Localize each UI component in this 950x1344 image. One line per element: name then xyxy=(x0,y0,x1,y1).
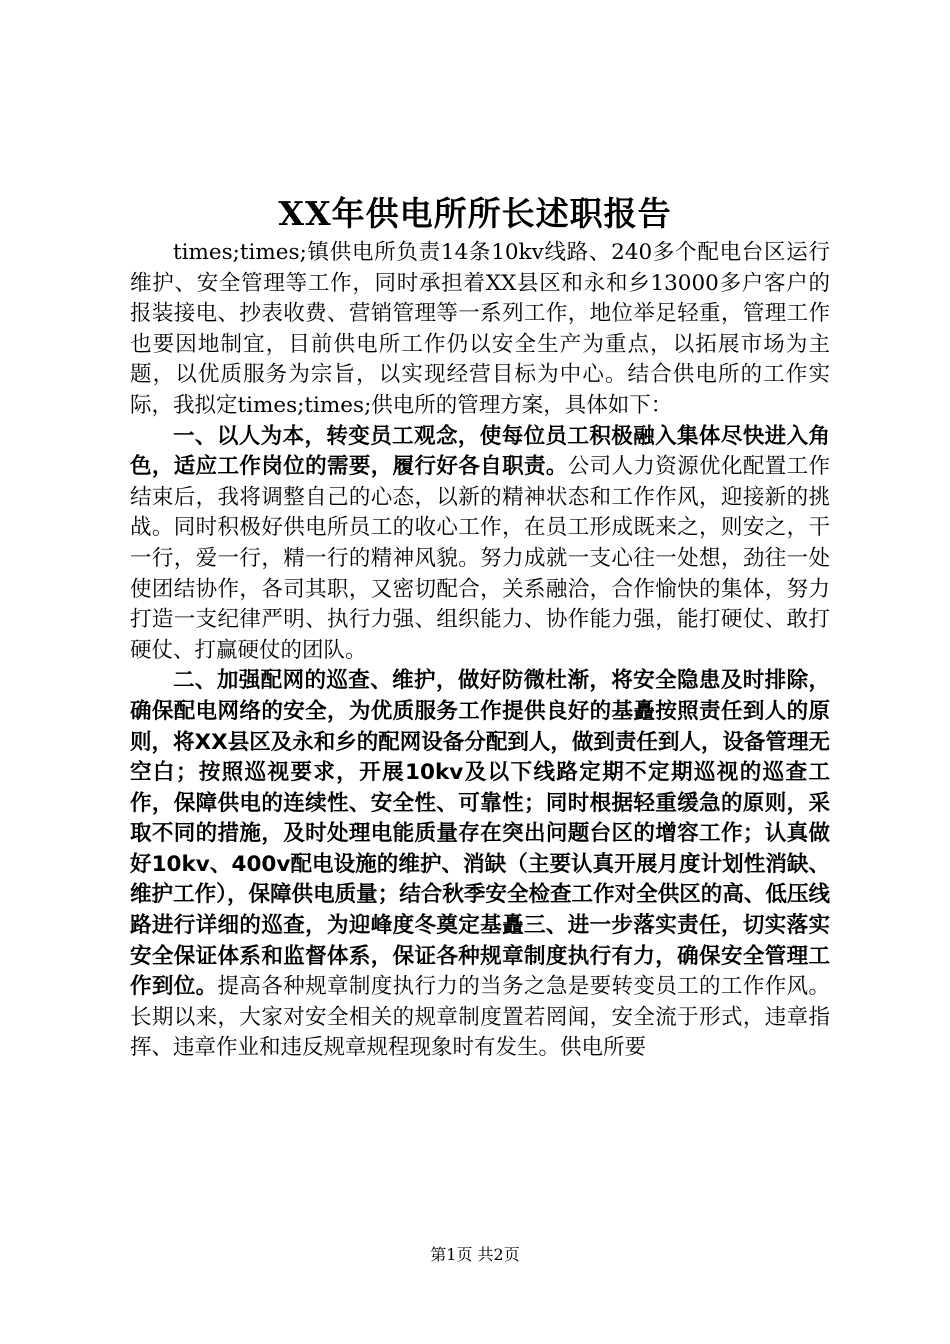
page-number-footer: 第1页 共2页 xyxy=(430,1245,520,1264)
section-3-text: 提高各种规章制度执行力的当务之急是要转变员工的工作作风。长期以来，大家对安全相关的规章制度置若罔闻，安全流于形式，违章指挥、违章作业和违反规章规程现象时有发生。供电所要 xyxy=(130,974,830,1061)
document-body xyxy=(130,238,830,1064)
section-1-heading: 一、以人为本，转变员工观念，使每位员工积极融入集体尽快进入角色，适应工作岗位的需要，履行好各自职责。 xyxy=(130,423,830,480)
intro-paragraph: times;times;镇供电所负责14条10kv线路、240多个配电台区运行维护、安全管理等工作，同时承担着XX县区和永和乡13000多户客户的报装接电、抄表收费、营销管理等一系列工作，地位举足轻重，管理工作也要因地制宜，目前供电所工作仍以安全生产为重点，以拓展市场为主题，以优质服务为宗旨，以实现经营目标为中心。结合供电所的工作实际，我拟定times;times;供电所的管理方案，具体如下： xyxy=(130,240,830,418)
section-1-text: 公司人力资源优化配置工作结束后，我将调整自己的心态，以新的精神状态和工作作风，迎接新的挑战。同时积极好供电所员工的收心工作，在员工形成既来之，则安之，干一行，爱一行，精一行的精神风貌。努力成就一支心往一处想，劲往一处使团结协作，各司其职，又密切配合，关系融洽，合作愉快的集体，努力打造一支纪律严明、执行力强、组织能力、协作能力强，能打硬仗、敢打硬仗、打赢硬仗的团队。 xyxy=(130,454,830,663)
section-2-text: 二、加强配网的巡查、维护，做好防微杜渐，将安全隐患及时排除，确保配电网络的安全，为优质服务工作提供良好的基矗按照责任到人的原则，将XX县区及永和乡的配网设备分配到人，做到责任到人，设备管理无空白；按照巡视要求，开展10kv及以下线路定期不定期巡视的巡查工作，保障供电的连续性、安全性、可靠性；同时根据轻重缓急的原则，采取不同的措施，及时处理电能质量存在突出问题台区的增容工作；认真做好10kv、400v配电设施的维护、消缺（主要认真开展月度计划性消缺、维护工作），保障供电质量；结合秋季安全检查工作对全供区的高、低压线路进行详细的巡查，为迎峰度冬奠定基矗三、进一步落实责任，切实落实安全保证体系和监督体系，保证各种规章制度执行有力，确保安全管理工作到位。 xyxy=(130,668,830,1000)
section-1-paragraph xyxy=(130,422,830,667)
section-2-paragraph xyxy=(130,666,830,1064)
document-title: XX年供电所所长述职报告 xyxy=(278,194,672,233)
